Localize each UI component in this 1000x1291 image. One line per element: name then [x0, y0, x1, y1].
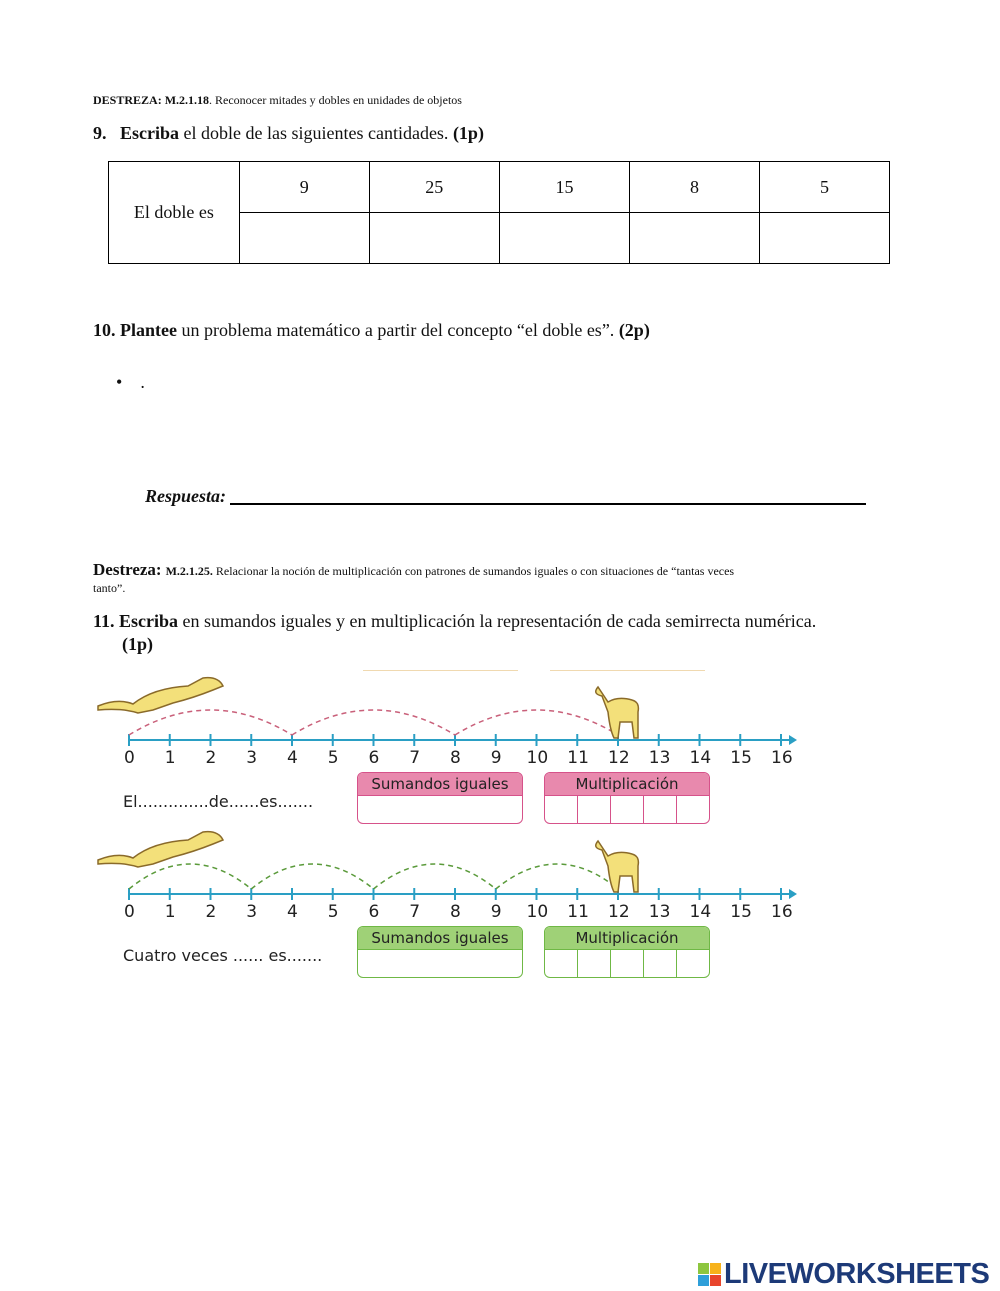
q-verb: Escriba — [119, 611, 179, 631]
tick-label: 7 — [409, 748, 421, 768]
answer-cell[interactable] — [630, 213, 760, 264]
answer-line[interactable] — [145, 486, 866, 507]
tick-label: 4 — [287, 748, 298, 768]
tick-label: 1 — [164, 902, 176, 922]
multiplicacion-box[interactable] — [544, 926, 710, 978]
sumandos-input[interactable] — [358, 949, 522, 977]
tick-label: 16 — [771, 902, 793, 922]
jump-arc — [374, 864, 496, 889]
multiplication-cells — [545, 949, 709, 977]
tick-label: 15 — [730, 748, 752, 768]
jump-arc — [292, 710, 455, 735]
double-table — [108, 161, 890, 264]
skill-line-2 — [93, 560, 734, 580]
multiplication-cell[interactable] — [677, 950, 709, 977]
tick-label: 14 — [689, 902, 712, 922]
q-verb: Escriba — [120, 123, 180, 143]
liveworksheets-logo — [698, 1258, 989, 1291]
sumandos-input[interactable] — [358, 795, 522, 823]
faint-line — [363, 670, 518, 671]
q-verb: Plantee — [120, 320, 177, 340]
tick-label: 10 — [526, 748, 549, 768]
arrow-icon — [789, 735, 797, 745]
tick-label: 5 — [327, 902, 339, 922]
answer-cell[interactable] — [499, 213, 629, 264]
tick-label: 15 — [730, 902, 752, 922]
q-number: 10. — [93, 320, 116, 340]
tick-label: 1 — [164, 748, 176, 768]
multiplication-cell[interactable] — [578, 950, 611, 977]
skill-label: Destreza: — [93, 560, 162, 579]
tick-label: 11 — [567, 748, 589, 768]
tick-label: 16 — [771, 748, 793, 768]
q-number: 9. — [93, 123, 107, 143]
skill-label: DESTREZA: — [93, 93, 162, 107]
tick-label: 14 — [689, 748, 712, 768]
sentence-blank[interactable]: El..............de......es....... — [123, 792, 314, 811]
box-header: Sumandos iguales — [358, 927, 522, 949]
skill-code: M.2.1.18 — [164, 93, 210, 107]
box-header: Multiplicación — [545, 773, 709, 795]
tick-label: 9 — [490, 748, 502, 768]
sitting-cat-icon — [588, 682, 648, 745]
tick-label: 3 — [246, 902, 258, 922]
tick-label: 12 — [608, 902, 630, 922]
tick-label: 6 — [368, 902, 380, 922]
tick-label: 11 — [567, 902, 589, 922]
arrow-icon — [789, 889, 797, 899]
tick-label: 8 — [450, 902, 461, 922]
running-cat-icon — [93, 668, 233, 723]
jump-arc — [251, 864, 373, 889]
tick-label: 2 — [205, 748, 217, 768]
box-header: Sumandos iguales — [358, 773, 522, 795]
answer-cell[interactable] — [239, 213, 369, 264]
q-points: (1p) — [122, 634, 153, 654]
multiplication-cell[interactable] — [611, 796, 644, 823]
tick-label: 6 — [368, 748, 380, 768]
skill-line-1 — [93, 93, 462, 108]
multiplication-cell[interactable] — [578, 796, 611, 823]
tick-label: 5 — [327, 748, 339, 768]
logo-icon — [698, 1263, 721, 1286]
value-cell: 15 — [499, 162, 629, 213]
row-label: El doble es — [109, 162, 240, 264]
tick-label: 4 — [287, 902, 298, 922]
tick-label: 13 — [648, 748, 671, 768]
q-number: 11. — [93, 611, 115, 631]
tick-label: 0 — [124, 902, 135, 922]
bullet-text: . — [140, 372, 145, 392]
multiplication-cell[interactable] — [644, 950, 677, 977]
tick-label: 10 — [526, 902, 549, 922]
multiplicacion-box[interactable] — [544, 772, 710, 824]
sitting-cat-icon — [588, 836, 648, 899]
value-cell: 8 — [630, 162, 760, 213]
question-10 — [93, 320, 650, 341]
multiplication-cell[interactable] — [545, 796, 578, 823]
q-text: el doble de las siguientes cantidades. — [179, 123, 453, 143]
skill-text-cont: tanto”. — [93, 581, 126, 595]
skill-text: Relacionar la noción de multiplicación con patrones de sumandos iguales o con situaciones de “tantas veces — [212, 564, 735, 578]
answer-cell[interactable] — [369, 213, 499, 264]
skill-text: . Reconocer mitades y dobles en unidades de objetos — [209, 93, 462, 107]
tick-label: 2 — [205, 902, 217, 922]
q-text: un problema matemático a partir del concepto “el doble es”. — [176, 320, 619, 340]
value-cell: 5 — [760, 162, 890, 213]
sumandos-box[interactable] — [357, 926, 523, 978]
question-9 — [93, 123, 484, 144]
multiplication-cell[interactable] — [677, 796, 709, 823]
tick-label: 9 — [490, 902, 502, 922]
skill-code: M.2.1.25. — [165, 564, 213, 578]
multiplication-cells — [545, 795, 709, 823]
tick-label: 0 — [124, 748, 135, 768]
answer-blank[interactable] — [230, 503, 866, 505]
tick-label: 8 — [450, 748, 461, 768]
running-cat-icon — [93, 822, 233, 877]
faint-line — [550, 670, 705, 671]
q-points: (1p) — [452, 123, 484, 143]
multiplication-cell[interactable] — [611, 950, 644, 977]
brand-name: LIVEWORKSHEETS — [724, 1258, 990, 1290]
q-points: (2p) — [618, 320, 650, 340]
multiplication-cell[interactable] — [545, 950, 578, 977]
value-cell: 25 — [369, 162, 499, 213]
tick-label: 3 — [246, 748, 258, 768]
box-header: Multiplicación — [545, 927, 709, 949]
bullet-item[interactable]: • . — [116, 372, 145, 392]
tick-label: 7 — [409, 902, 421, 922]
answer-label: Respuesta: — [145, 486, 226, 506]
question-11 — [93, 611, 816, 632]
tick-label: 12 — [608, 748, 630, 768]
q-text: en sumandos iguales y en multiplicación la representación de cada semirrecta numérica. — [178, 611, 817, 631]
sumandos-box[interactable] — [357, 772, 523, 824]
value-cell: 9 — [239, 162, 369, 213]
answer-cell[interactable] — [760, 213, 890, 264]
tick-label: 13 — [648, 902, 671, 922]
multiplication-cell[interactable] — [644, 796, 677, 823]
sentence-blank[interactable]: Cuatro veces ...... es....... — [123, 946, 323, 965]
